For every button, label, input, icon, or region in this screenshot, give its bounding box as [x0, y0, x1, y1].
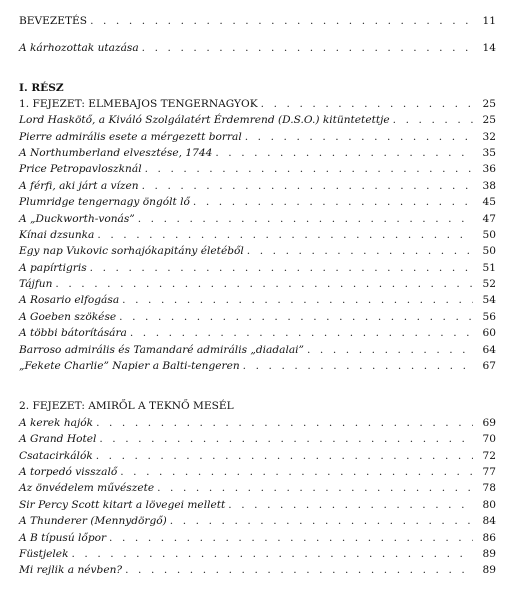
dot-leader: [142, 40, 473, 56]
toc-entry-page: 78: [482, 482, 496, 495]
toc-entry: [19, 448, 496, 464]
toc-entry-page: 84: [482, 515, 496, 528]
toc-entry: [19, 129, 496, 145]
toc-entry-title: A torpedó visszalő: [19, 465, 118, 478]
dot-leader: [228, 497, 473, 513]
toc-entry-title: Füstjelek: [19, 547, 69, 560]
toc-entry-page: 69: [482, 416, 496, 429]
toc-entry: [19, 161, 496, 177]
dot-leader: [145, 161, 473, 177]
dot-leader: [125, 562, 473, 578]
toc-entry-title: Mi rejlik a névben?: [19, 564, 123, 577]
toc-entry-title: Price Petropavloszknál: [19, 163, 142, 176]
toc-entry: [19, 276, 496, 292]
toc-entry: [19, 513, 496, 529]
spacer: [19, 374, 496, 398]
toc-entry-title: A többi bátorítására: [19, 327, 127, 340]
dot-leader: [142, 178, 473, 194]
toc-entry-page: 60: [482, 327, 496, 340]
toc-entry-title: A kerek hajók: [19, 416, 94, 429]
toc-entry: [19, 227, 496, 243]
toc-entry: [19, 13, 496, 29]
toc-entry-title: Egy nap Vukovic sorhajókapitány életéből: [19, 245, 244, 258]
toc-entry-page: 51: [482, 261, 496, 274]
toc-entry-title: Pierre admirális esete a mérgezett borral: [19, 130, 242, 143]
toc-entry: [19, 178, 496, 194]
toc-entry-page: 52: [482, 278, 496, 291]
chapter-2-title: 2. FEJEZET: AMIRŐL A TEKNŐ MESÉL: [19, 400, 234, 413]
toc-entry-title: A Goeben szökése: [19, 310, 117, 323]
toc-entry-page: 25: [482, 114, 496, 127]
toc-entry: [19, 194, 496, 210]
dot-leader: [90, 13, 473, 29]
toc-entry: [19, 211, 496, 227]
table-of-contents: [19, 13, 496, 579]
toc-entry-title: A B típusú lőpor: [19, 531, 107, 544]
toc-entry-page: 14: [482, 42, 496, 55]
dot-leader: [96, 448, 473, 464]
toc-entry-title: A férfi, aki járt a vízen: [19, 179, 139, 192]
dot-leader: [215, 145, 473, 161]
dot-leader: [261, 96, 473, 112]
toc-entry-page: 47: [482, 212, 496, 225]
toc-entry-title: A kárhozottak utazása: [19, 42, 139, 55]
toc-entry-page: 89: [482, 564, 496, 577]
toc-entry-page: 67: [482, 360, 496, 373]
toc-entry-page: 36: [482, 163, 496, 176]
toc-entry: [19, 112, 496, 128]
front-matter-list: [19, 13, 496, 57]
toc-entry: [19, 342, 496, 358]
toc-entry-title: Sir Percy Scott kitart a lövegei mellett: [19, 498, 226, 511]
toc-entry-title: A „Duckworth-vonás”: [19, 212, 135, 225]
toc-entry-page: 72: [482, 449, 496, 462]
toc-entry-page: 35: [482, 146, 496, 159]
toc-entry-title: A Rosario elfogása: [19, 294, 120, 307]
dot-leader: [72, 546, 474, 562]
dot-leader: [120, 464, 473, 480]
spacer: [19, 57, 496, 81]
toc-entry-page: 32: [482, 130, 496, 143]
toc-entry-title: „Fekete Charlie” Napier a Balti-tengeren: [19, 360, 240, 373]
toc-entry-title: Barroso admirális és Tamandaré admirális „diadalai”: [19, 343, 304, 356]
toc-entry-title: A Thunderer (Mennydörgő): [19, 515, 167, 528]
toc-entry-page: 77: [482, 465, 496, 478]
chapter-1-entries: [19, 112, 496, 374]
toc-entry-page: 54: [482, 294, 496, 307]
toc-entry-title: Plumridge tengernagy öngólt lő: [19, 196, 190, 209]
dot-leader: [193, 194, 473, 210]
toc-entry-title: Lord Haskötő, a Kiváló Szolgálatért Érdemrend (D.S.O.) kitüntetettje: [19, 114, 390, 127]
spacer: [19, 29, 496, 40]
dot-leader: [307, 342, 473, 358]
toc-entry-page: 89: [482, 547, 496, 560]
dot-leader: [99, 431, 473, 447]
toc-entry: [19, 243, 496, 259]
toc-entry: [19, 415, 496, 431]
toc-entry: [19, 325, 496, 341]
toc-entry: [19, 480, 496, 496]
toc-entry-page: 50: [482, 228, 496, 241]
chapter-1-title: 1. FEJEZET: ELMEBAJOS TENGERNAGYOK: [19, 97, 258, 110]
toc-entry: [19, 464, 496, 480]
dot-leader: [119, 309, 473, 325]
dot-leader: [157, 480, 473, 496]
toc-entry-title: Tájfun: [19, 278, 53, 291]
chapter-1-page: 25: [482, 97, 496, 110]
chapter-1-heading: [19, 96, 496, 112]
dot-leader: [393, 112, 473, 128]
toc-entry-page: 80: [482, 498, 496, 511]
dot-leader: [122, 292, 473, 308]
toc-entry-page: 50: [482, 245, 496, 258]
toc-entry-title: A Northumberland elvesztése, 1744: [19, 146, 213, 159]
dot-leader: [138, 211, 473, 227]
toc-entry-page: 56: [482, 310, 496, 323]
toc-entry-page: 45: [482, 196, 496, 209]
dot-leader: [55, 276, 473, 292]
toc-entry-title: A Grand Hotel: [19, 433, 97, 446]
part-title: I. RÉSZ: [19, 81, 64, 94]
dot-leader: [96, 415, 473, 431]
dot-leader: [170, 513, 473, 529]
toc-entry: [19, 358, 496, 374]
toc-entry-title: A papírtigris: [19, 261, 87, 274]
toc-entry: [19, 562, 496, 578]
toc-entry-title: Kínai dzsunka: [19, 228, 95, 241]
toc-entry-page: 38: [482, 179, 496, 192]
dot-leader: [247, 243, 473, 259]
toc-entry: [19, 292, 496, 308]
toc-entry: [19, 497, 496, 513]
dot-leader: [243, 358, 473, 374]
dot-leader: [130, 325, 473, 341]
chapter-2-entries: [19, 415, 496, 579]
toc-entry-page: 70: [482, 433, 496, 446]
toc-entry-page: 64: [482, 343, 496, 356]
chapter-2-heading: [19, 398, 496, 414]
toc-entry-title: Az önvédelem művészete: [19, 482, 155, 495]
toc-entry: [19, 40, 496, 56]
toc-entry: [19, 260, 496, 276]
dot-leader: [109, 530, 473, 546]
toc-entry-title: BEVEZETÉS: [19, 15, 88, 27]
dot-leader: [245, 129, 473, 145]
toc-entry-page: 86: [482, 531, 496, 544]
toc-entry: [19, 309, 496, 325]
dot-leader: [97, 227, 473, 243]
toc-entry-title: Csatacirkálók: [19, 449, 93, 462]
dot-leader: [90, 260, 473, 276]
toc-entry: [19, 145, 496, 161]
toc-entry-page: 11: [482, 15, 496, 27]
toc-entry: [19, 431, 496, 447]
toc-entry: [19, 530, 496, 546]
toc-entry: [19, 546, 496, 562]
